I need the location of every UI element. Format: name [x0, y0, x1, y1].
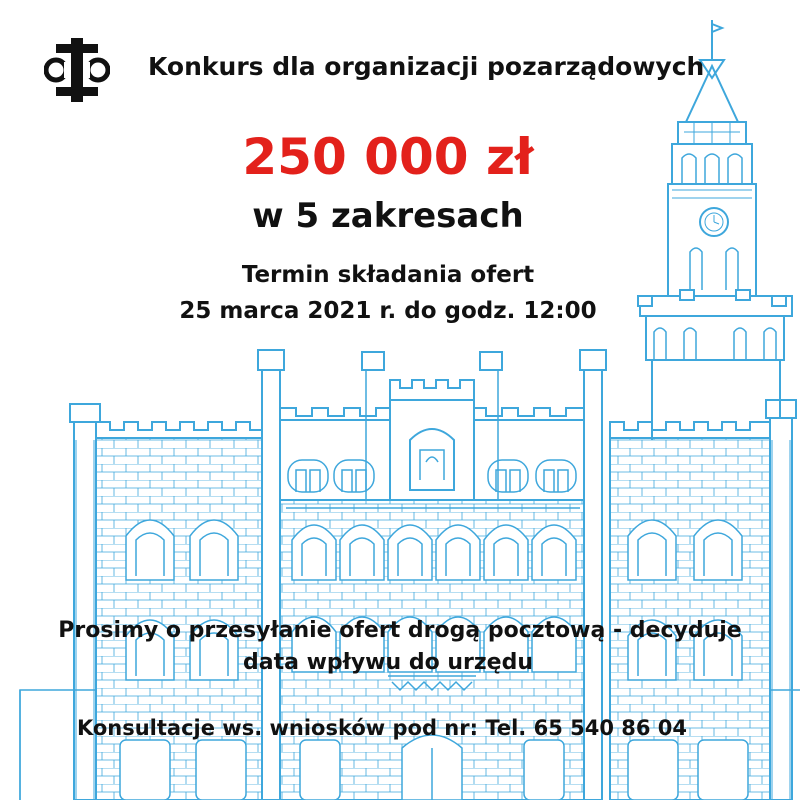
deadline-date: 25 marca 2021 r. do godz. 12:00	[179, 298, 597, 324]
notice-line-2: data wpływu do urzędu	[242, 650, 533, 675]
grant-amount: 250 000 zł	[242, 128, 534, 186]
left-wing	[70, 404, 278, 800]
deadline-label: Termin składania ofert	[241, 262, 535, 288]
header-title: Konkurs dla organizacji pozarządowych	[148, 52, 705, 81]
city-coat-of-arms-icon	[44, 38, 110, 102]
scopes-count: w 5 zakresach	[252, 196, 524, 236]
consultation-phone: Konsultacje ws. wniosków pod nr: Tel. 65 540 86 04	[76, 716, 688, 740]
notice-line-1: Prosimy o przesyłanie ofert drogą pocztową - decyduje	[58, 618, 742, 643]
